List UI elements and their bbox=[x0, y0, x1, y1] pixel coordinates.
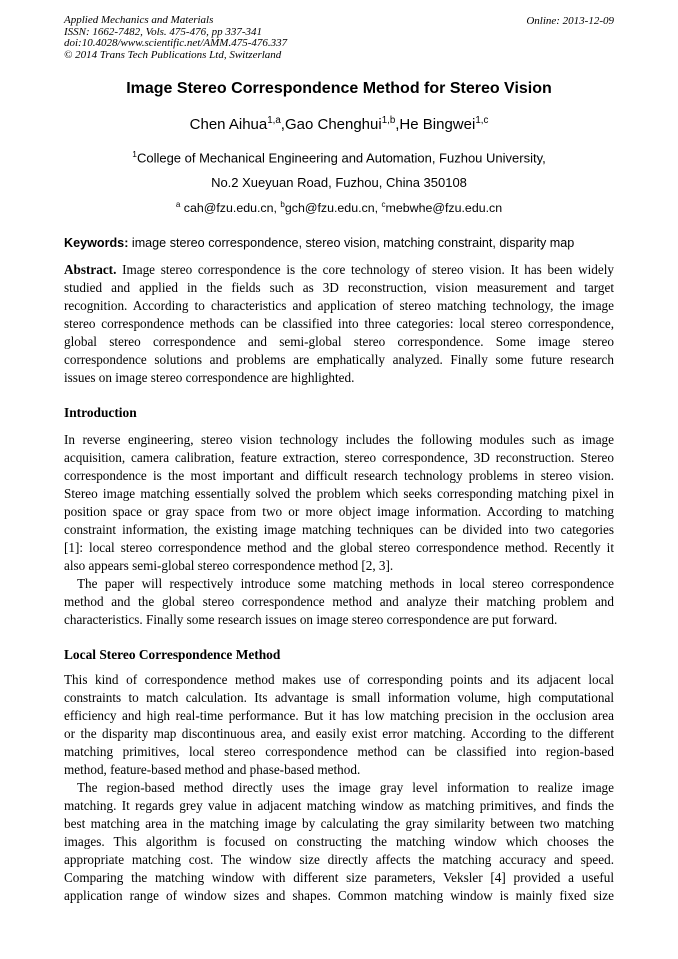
text-line: stereo correspondence methods can be classified into three categories: local stereo correspondence, bbox=[64, 316, 614, 331]
text-line: This kind of correspondence method makes use of corresponding points and its adjacent local bbox=[64, 672, 614, 687]
email[interactable]: cah@fzu.edu.cn, bbox=[180, 201, 281, 216]
text-line bbox=[64, 261, 614, 279]
text-line: The region-based method directly uses the image gray level information to realize image bbox=[77, 780, 614, 795]
text-line: constraint information, the existing image matching techniques can be divided into two categories bbox=[64, 522, 614, 537]
text-line: [1]: local stereo correspondence method and the global stereo correspondence method. Recently it bbox=[64, 540, 614, 555]
text-line: correspondence solutions and problems are emphatically analyzed. Finally some future research bbox=[64, 352, 614, 367]
text-line: constraints to match calculation. Its advantage is small information volume, high computational bbox=[64, 690, 614, 705]
section-heading: Local Stereo Correspondence Method bbox=[64, 647, 281, 662]
affiliation-line-1 bbox=[0, 149, 678, 165]
author-sup: 1,a bbox=[267, 115, 281, 126]
text-line: method, feature-based method and phase-based method. bbox=[64, 762, 361, 777]
journal-header bbox=[64, 15, 287, 61]
text-line: issues on image stereo correspondence are highlighted. bbox=[64, 370, 355, 385]
text-line: In reverse engineering, stereo vision technology includes the following modules such as image bbox=[64, 432, 614, 447]
doi[interactable]: doi:10.4028/www.scientific.net/AMM.475-476.337 bbox=[64, 37, 288, 49]
text-line: studied and applied in the fields such as 3D reconstruction, vision measurement and target bbox=[64, 280, 614, 295]
journal-name: Applied Mechanics and Materials bbox=[64, 14, 214, 26]
text-line: method and the global stereo correspondence method and analyze their matching problem and bbox=[64, 594, 614, 609]
affiliation-line-2: No.2 Xueyuan Road, Fuzhou, China 350108 bbox=[211, 175, 467, 190]
affiliation-text: College of Mechanical Engineering and Automation, Fuzhou University, bbox=[136, 150, 546, 166]
author-name: ,He Bingwei bbox=[395, 116, 476, 133]
issn: ISSN: 1662-7482, Vols. 475-476, pp 337-341 bbox=[64, 25, 262, 38]
abstract-label: Abstract. bbox=[64, 262, 117, 277]
abstract-text: Image stereo correspondence is the core technology of stereo vision. It has been widely bbox=[116, 262, 614, 277]
text-line: recognition. According to characteristics and application of stereo matching technology, the image bbox=[64, 298, 614, 313]
text-line: correspondence is the most important and difficult research technology problems in stereo vision. bbox=[64, 468, 614, 483]
author-name: Chen Aihua bbox=[189, 116, 268, 133]
author-name: ,Gao Chenghui bbox=[280, 116, 382, 133]
emails bbox=[0, 200, 678, 215]
online-date: Online: 2013-12-09 bbox=[526, 15, 614, 27]
text-line: The paper will respectively introduce some matching methods in local stereo correspondence bbox=[77, 576, 614, 591]
keywords bbox=[64, 236, 574, 250]
text-line: characteristics. Finally some research issues on image stereo correspondence are put forward. bbox=[64, 612, 558, 627]
text-line: acquisition, camera calibration, feature extraction, stereo correspondence, 3D reconstruction. Stereo bbox=[64, 450, 614, 465]
text-line: efficiency and high real-time performance. But it has low matching precision in the occlusion area bbox=[64, 708, 614, 723]
section-introduction-body bbox=[64, 431, 614, 629]
text-line: or the disparity map discontinuous area, and easily exist error matching. According to the different bbox=[64, 726, 614, 741]
text-line: images. This algorithm is focused on constructing the matching window which chooses the bbox=[64, 834, 614, 849]
copyright: © 2014 Trans Tech Publications Ltd, Switzerland bbox=[64, 48, 282, 61]
text-line: Stereo image matching essentially solved the problem which seeks corresponding matching pixel in bbox=[64, 486, 614, 501]
text-line: appropriate matching cost. The window size directly affects the matching accuracy and speed. bbox=[64, 852, 614, 867]
keywords-text: image stereo correspondence, stereo vision, matching constraint, disparity map bbox=[128, 236, 575, 250]
author-sup: 1,b bbox=[381, 115, 396, 126]
email-sup: c bbox=[381, 200, 386, 209]
text-line: matching. It regards grey value in adjacent matching window as matching primitives, and finds the bbox=[64, 798, 614, 813]
section-heading: Introduction bbox=[64, 405, 137, 420]
email-sup: a bbox=[175, 200, 181, 209]
keywords-label: Keywords: bbox=[64, 236, 129, 250]
text-line: application range of window sizes and shapes. Common matching window is mainly fixed size bbox=[64, 888, 614, 903]
paper-title: Image Stereo Correspondence Method for Stereo Vision bbox=[126, 80, 552, 97]
abstract bbox=[64, 261, 614, 387]
email[interactable]: mebwhe@fzu.edu.cn bbox=[385, 201, 503, 216]
affiliation-sup: 1 bbox=[132, 149, 137, 159]
email[interactable]: gch@fzu.edu.cn, bbox=[284, 201, 382, 216]
author-sup: 1,c bbox=[475, 115, 489, 126]
text-line: best matching area in the matching image by calculating the gray similarity between two matching bbox=[64, 816, 614, 831]
text-line: also appears semi-global stereo correspondence method [2, 3]. bbox=[64, 558, 394, 573]
text-line: Comparing the matching window with different size parameters, Veksler [4] provided a useful bbox=[64, 870, 614, 885]
text-line: global stereo correspondence and semi-global stereo correspondence. Some image stereo bbox=[64, 334, 614, 349]
section-local-body bbox=[64, 671, 614, 905]
text-line: matching primitives, local stereo correspondence method can be classified into region-based bbox=[64, 744, 614, 759]
text-line: position space or gray space from two or more object image information. According to matching bbox=[64, 504, 614, 519]
email-sup: b bbox=[280, 200, 285, 209]
authors bbox=[0, 115, 678, 133]
